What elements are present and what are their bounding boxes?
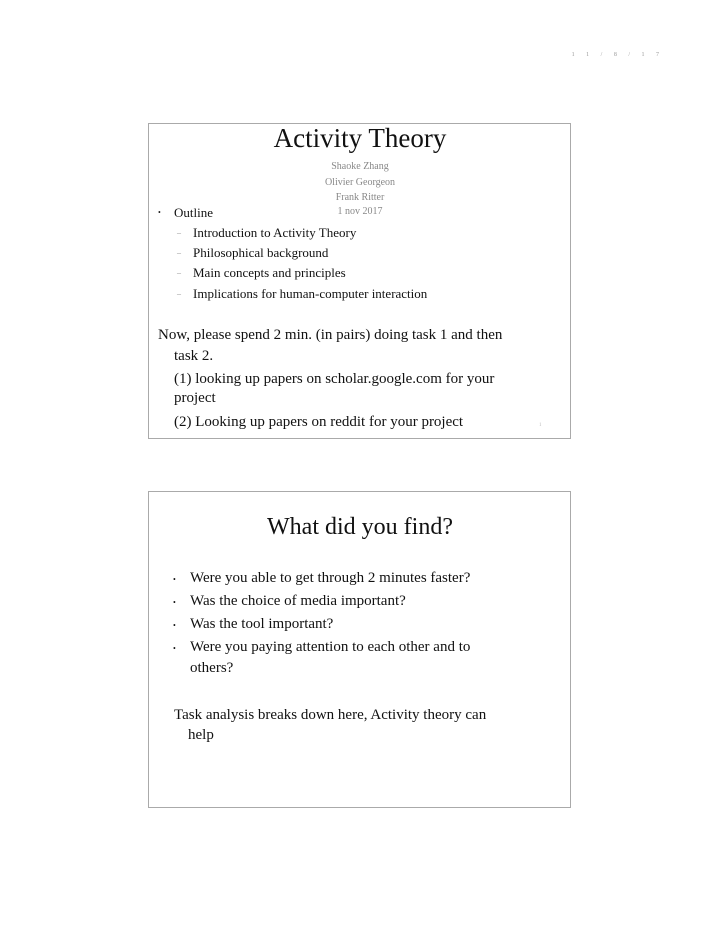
dash-icon: –: [177, 228, 181, 237]
outline-item: Introduction to Activity Theory: [193, 225, 357, 240]
instruction-line: (1) looking up papers on scholar.google.com for your: [174, 371, 495, 387]
instruction-line: project: [174, 390, 216, 406]
slide-1-title: Activity Theory: [273, 123, 447, 153]
author-name: Olivier Georgeon: [324, 177, 396, 188]
outline-item: Main concepts and principles: [193, 265, 346, 280]
dash-icon: –: [177, 268, 181, 277]
outline-label: Outline: [174, 205, 213, 220]
bullet-icon: •: [173, 644, 176, 653]
bullet-icon: •: [173, 621, 176, 630]
bullet-icon: •: [173, 575, 176, 584]
slide-2-title: What did you find?: [267, 514, 453, 540]
conclusion-line: Task analysis breaks down here, Activity theory can: [174, 707, 487, 723]
question-item: Were you able to get through 2 minutes faster?: [190, 570, 471, 586]
slide-number: 1: [539, 423, 542, 428]
bullet-icon: •: [173, 598, 176, 607]
question-item-continued: others?: [190, 660, 234, 676]
dash-icon: –: [177, 248, 181, 257]
question-item: Were you paying attention to each other and to: [190, 639, 471, 655]
instruction-line: (2) Looking up papers on reddit for your project: [174, 414, 464, 430]
outline-item: Implications for human-computer interaction: [193, 286, 428, 301]
slide-1-date: 1 nov 2017: [337, 206, 383, 217]
conclusion-line: help: [188, 727, 214, 743]
page-date: 1 1 / 8 / 1 7: [571, 52, 664, 58]
dash-icon: –: [177, 289, 181, 298]
question-item: Was the choice of media important?: [190, 593, 406, 609]
question-item: Was the tool important?: [190, 616, 334, 632]
instruction-line: task 2.: [174, 348, 214, 364]
outline-item: Philosophical background: [193, 245, 329, 260]
author-name: Shaoke Zhang: [331, 161, 389, 172]
instruction-line: Now, please spend 2 min. (in pairs) doing task 1 and then: [158, 327, 503, 343]
author-name: Frank Ritter: [335, 192, 385, 203]
bullet-icon: •: [158, 208, 161, 217]
